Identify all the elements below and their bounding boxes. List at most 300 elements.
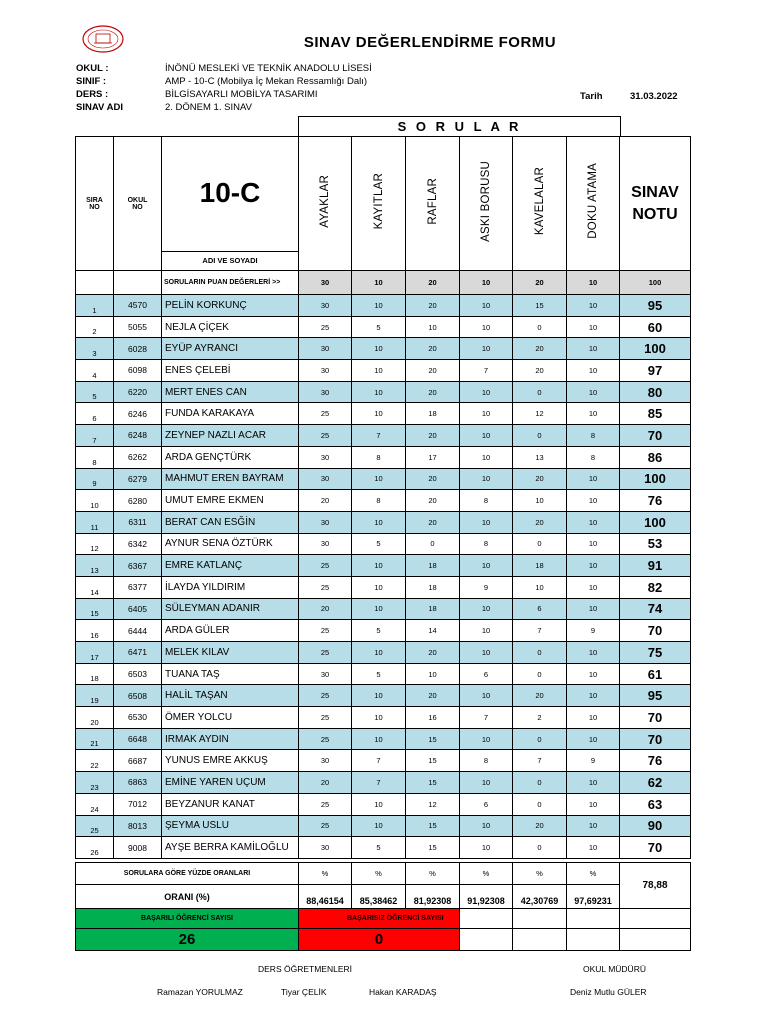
question-score: 20 xyxy=(406,360,460,382)
question-score: 30 xyxy=(299,663,352,685)
table-row xyxy=(76,316,691,338)
question-score: 8 xyxy=(460,533,513,555)
sinav-notu: 95 xyxy=(620,685,691,707)
student-name: AYŞE BERRA KAMİLOĞLU xyxy=(162,837,299,859)
student-name: UMUT EMRE EKMEN xyxy=(162,490,299,512)
question-score: 25 xyxy=(299,707,352,729)
question-score: 25 xyxy=(299,576,352,598)
sinav-notu: 70 xyxy=(620,425,691,447)
table-row xyxy=(76,707,691,729)
table-row xyxy=(76,360,691,382)
question-score: 30 xyxy=(299,511,352,533)
percent-sign: % xyxy=(513,863,567,885)
sinav-notu: 76 xyxy=(620,490,691,512)
sinav-notu: 70 xyxy=(620,728,691,750)
okul-no: 6028 xyxy=(114,338,162,360)
student-name: NEJLA ÇİÇEK xyxy=(162,316,299,338)
question-score: 30 xyxy=(299,446,352,468)
table-row xyxy=(76,338,691,360)
question-score: 17 xyxy=(406,446,460,468)
question-score: 10 xyxy=(352,295,406,317)
question-score: 30 xyxy=(299,360,352,382)
question-score: 10 xyxy=(567,815,620,837)
question-score: 15 xyxy=(406,728,460,750)
okul-no: 6687 xyxy=(114,750,162,772)
question-score: 20 xyxy=(299,772,352,794)
question-score: 10 xyxy=(567,685,620,707)
question-score: 30 xyxy=(299,837,352,859)
sira-no: 17 xyxy=(76,642,114,664)
sinav-notu: 97 xyxy=(620,360,691,382)
question-score: 10 xyxy=(352,511,406,533)
okul-label: OKUL : xyxy=(76,63,109,74)
orani-total: 78,88 xyxy=(620,863,691,909)
okul-no: 6367 xyxy=(114,555,162,577)
okul-no: 6311 xyxy=(114,511,162,533)
question-score: 7 xyxy=(513,750,567,772)
question-score: 18 xyxy=(513,555,567,577)
student-name: EYÜP AYRANCI xyxy=(162,338,299,360)
question-score: 30 xyxy=(299,533,352,555)
sira-no: 23 xyxy=(76,772,114,794)
question-score: 10 xyxy=(460,598,513,620)
table-row xyxy=(76,793,691,815)
question-score: 10 xyxy=(567,295,620,317)
sira-no: 20 xyxy=(76,707,114,729)
okul-no: 6279 xyxy=(114,468,162,490)
okul-no: 6530 xyxy=(114,707,162,729)
question-score: 10 xyxy=(567,511,620,533)
question-score: 25 xyxy=(299,620,352,642)
sira-no: 1 xyxy=(76,295,114,317)
question-score: 30 xyxy=(299,750,352,772)
question-score: 10 xyxy=(460,620,513,642)
question-score: 7 xyxy=(352,425,406,447)
question-score: 6 xyxy=(460,663,513,685)
question-score: 10 xyxy=(460,316,513,338)
sinav-notu: 100 xyxy=(620,511,691,533)
table-row xyxy=(76,620,691,642)
student-name: ÖMER YOLCU xyxy=(162,707,299,729)
question-score: 20 xyxy=(406,685,460,707)
okul-no: 6508 xyxy=(114,685,162,707)
question-score: 10 xyxy=(460,642,513,664)
question-score: 10 xyxy=(567,772,620,794)
puan-label: SORULARIN PUAN DEĞERLERİ >> xyxy=(162,271,299,295)
table-row xyxy=(76,295,691,317)
okul-no: 4570 xyxy=(114,295,162,317)
sira-no: 10 xyxy=(76,490,114,512)
question-header-6: DOKU ATAMA xyxy=(567,137,620,271)
question-score: 10 xyxy=(567,403,620,425)
question-score: 0 xyxy=(513,663,567,685)
question-score: 10 xyxy=(567,338,620,360)
question-score: 10 xyxy=(567,490,620,512)
okul-no: 6246 xyxy=(114,403,162,425)
sinav-label: SINAV ADI xyxy=(76,102,123,113)
question-score: 10 xyxy=(567,381,620,403)
question-score: 25 xyxy=(299,728,352,750)
question-score: 20 xyxy=(299,598,352,620)
okul-no: 7012 xyxy=(114,793,162,815)
sinav-notu: 85 xyxy=(620,403,691,425)
question-score: 10 xyxy=(352,598,406,620)
sira-no: 15 xyxy=(76,598,114,620)
question-header-1: AYAKLAR xyxy=(299,137,352,271)
question-header-4: ASKI BORUSU xyxy=(460,137,513,271)
tarih-value: 31.03.2022 xyxy=(630,91,678,102)
sinav-notu: 70 xyxy=(620,837,691,859)
question-score: 10 xyxy=(567,663,620,685)
question-score: 5 xyxy=(352,620,406,642)
summary-table xyxy=(75,862,691,951)
question-score: 10 xyxy=(460,446,513,468)
question-score: 0 xyxy=(513,642,567,664)
student-name: EMRE KATLANÇ xyxy=(162,555,299,577)
sira-no: 21 xyxy=(76,728,114,750)
question-score: 25 xyxy=(299,642,352,664)
ders-value: BİLGİSAYARLI MOBİLYA TASARIMI xyxy=(165,89,318,100)
question-score: 10 xyxy=(406,663,460,685)
sinav-value: 2. DÖNEM 1. SINAV xyxy=(165,102,252,113)
question-score: 15 xyxy=(406,837,460,859)
sinif-label: SINIF : xyxy=(76,76,107,87)
percent-sign: % xyxy=(460,863,513,885)
question-score: 10 xyxy=(460,728,513,750)
teacher-name: Ramazan YORULMAZ xyxy=(157,987,243,997)
table-row xyxy=(76,598,691,620)
student-name: ENES ÇELEBİ xyxy=(162,360,299,382)
student-name: SÜLEYMAN ADANIR xyxy=(162,598,299,620)
question-score: 25 xyxy=(299,403,352,425)
question-score: 0 xyxy=(513,837,567,859)
table-row xyxy=(76,555,691,577)
question-score: 9 xyxy=(567,750,620,772)
table-row xyxy=(76,642,691,664)
question-score: 10 xyxy=(352,381,406,403)
question-score: 10 xyxy=(567,360,620,382)
question-score: 15 xyxy=(513,295,567,317)
question-score: 10 xyxy=(513,576,567,598)
sinav-notu: 95 xyxy=(620,295,691,317)
name-header xyxy=(162,137,299,271)
question-score: 10 xyxy=(352,360,406,382)
table-row xyxy=(76,576,691,598)
puan-value: 20 xyxy=(513,271,567,295)
okul-no: 6262 xyxy=(114,446,162,468)
okul-no: 6863 xyxy=(114,772,162,794)
question-score: 12 xyxy=(406,793,460,815)
question-score: 0 xyxy=(513,381,567,403)
question-score: 18 xyxy=(406,598,460,620)
percent-sign: % xyxy=(406,863,460,885)
question-score: 20 xyxy=(513,468,567,490)
tarih-label: Tarih xyxy=(580,91,603,102)
question-score: 10 xyxy=(460,837,513,859)
student-name: YUNUS EMRE AKKUŞ xyxy=(162,750,299,772)
orani-value: 88,46154 xyxy=(299,885,352,909)
question-score: 20 xyxy=(406,642,460,664)
question-score: 10 xyxy=(352,576,406,598)
sinav-notu: 70 xyxy=(620,707,691,729)
sira-no: 5 xyxy=(76,381,114,403)
question-score: 8 xyxy=(352,446,406,468)
table-row xyxy=(76,685,691,707)
question-score: 20 xyxy=(406,425,460,447)
question-score: 8 xyxy=(567,425,620,447)
sira-no: 12 xyxy=(76,533,114,555)
teacher-name: Hakan KARADAŞ xyxy=(369,987,437,997)
question-score: 30 xyxy=(299,381,352,403)
sira-no: 19 xyxy=(76,685,114,707)
okul-no: 6220 xyxy=(114,381,162,403)
question-score: 30 xyxy=(299,468,352,490)
question-score: 10 xyxy=(460,685,513,707)
basarisiz-count: 0 xyxy=(299,929,460,951)
question-score: 10 xyxy=(513,490,567,512)
percent-sign: % xyxy=(352,863,406,885)
puan-value: 30 xyxy=(299,271,352,295)
okul-no: 9008 xyxy=(114,837,162,859)
sira-no: 25 xyxy=(76,815,114,837)
question-score: 10 xyxy=(460,403,513,425)
question-score: 18 xyxy=(406,555,460,577)
question-header-2: KAYITLAR xyxy=(352,137,406,271)
student-name: IRMAK AYDIN xyxy=(162,728,299,750)
question-score: 20 xyxy=(299,490,352,512)
sira-no: 18 xyxy=(76,663,114,685)
question-score: 10 xyxy=(567,555,620,577)
orani-value: 85,38462 xyxy=(352,885,406,909)
sira-no: 7 xyxy=(76,425,114,447)
question-score: 0 xyxy=(513,772,567,794)
student-name: AYNUR SENA ÖZTÜRK xyxy=(162,533,299,555)
student-name: HALİL TAŞAN xyxy=(162,685,299,707)
table-row xyxy=(76,425,691,447)
percent-sign: % xyxy=(567,863,620,885)
question-score: 5 xyxy=(352,663,406,685)
form-title: SINAV DEĞERLENDİRME FORMU xyxy=(303,34,557,51)
question-score: 25 xyxy=(299,316,352,338)
question-score: 10 xyxy=(352,815,406,837)
sira-no-header: SIRA NO xyxy=(76,137,114,271)
table-row xyxy=(76,815,691,837)
student-name: ZEYNEP NAZLI ACAR xyxy=(162,425,299,447)
sorular-header: S O R U L A R xyxy=(298,116,621,137)
question-score: 10 xyxy=(567,642,620,664)
question-score: 25 xyxy=(299,425,352,447)
question-score: 20 xyxy=(406,468,460,490)
okul-no: 6280 xyxy=(114,490,162,512)
question-score: 10 xyxy=(567,707,620,729)
question-score: 0 xyxy=(513,425,567,447)
question-score: 6 xyxy=(460,793,513,815)
question-score: 30 xyxy=(299,295,352,317)
sira-no: 6 xyxy=(76,403,114,425)
question-score: 8 xyxy=(460,490,513,512)
question-score: 10 xyxy=(352,707,406,729)
question-score: 15 xyxy=(406,815,460,837)
sinif-value: AMP - 10-C (Mobilya İç Mekan Ressamlığı Dalı) xyxy=(165,76,368,87)
table-row xyxy=(76,381,691,403)
question-score: 10 xyxy=(460,511,513,533)
okul-value: İNÖNÜ MESLEKİ VE TEKNİK ANADOLU LİSESİ xyxy=(165,63,372,74)
question-score: 15 xyxy=(406,750,460,772)
question-score: 10 xyxy=(460,555,513,577)
question-score: 10 xyxy=(352,468,406,490)
sinav-notu: 76 xyxy=(620,750,691,772)
student-name: BERAT CAN ESĞİN xyxy=(162,511,299,533)
question-score: 10 xyxy=(567,598,620,620)
table-row xyxy=(76,837,691,859)
basarili-label: BAŞARILI ÖĞRENCİ SAYISI xyxy=(76,909,299,929)
question-score: 5 xyxy=(352,533,406,555)
student-name: MELEK KILAV xyxy=(162,642,299,664)
question-score: 20 xyxy=(513,338,567,360)
question-score: 10 xyxy=(406,316,460,338)
question-score: 10 xyxy=(567,316,620,338)
question-score: 16 xyxy=(406,707,460,729)
principal-name: Deniz Mutlu GÜLER xyxy=(570,987,647,997)
sinav-notu: 70 xyxy=(620,620,691,642)
question-score: 7 xyxy=(460,360,513,382)
sira-no: 16 xyxy=(76,620,114,642)
orani-value: 81,92308 xyxy=(406,885,460,909)
question-score: 10 xyxy=(352,685,406,707)
okul-no-header: OKUL NO xyxy=(114,137,162,271)
question-score: 8 xyxy=(352,490,406,512)
question-score: 8 xyxy=(460,750,513,772)
sinav-notu: 91 xyxy=(620,555,691,577)
sinav-notu-header: SINAV NOTU xyxy=(620,137,691,271)
question-header-3: RAFLAR xyxy=(406,137,460,271)
question-score: 14 xyxy=(406,620,460,642)
question-score: 10 xyxy=(352,793,406,815)
sira-no: 2 xyxy=(76,316,114,338)
student-name: FUNDA KARAKAYA xyxy=(162,403,299,425)
question-score: 20 xyxy=(406,338,460,360)
okul-no: 6248 xyxy=(114,425,162,447)
adi-soyadi-label: ADI VE SOYADI xyxy=(162,251,298,270)
question-header-5: KAVELALAR xyxy=(513,137,567,271)
question-score: 10 xyxy=(567,728,620,750)
question-score: 20 xyxy=(406,511,460,533)
question-score: 5 xyxy=(352,837,406,859)
basarili-count: 26 xyxy=(76,929,299,951)
okul-no: 6503 xyxy=(114,663,162,685)
question-score: 25 xyxy=(299,555,352,577)
student-name: MAHMUT EREN BAYRAM xyxy=(162,468,299,490)
sinav-notu: 62 xyxy=(620,772,691,794)
okul-no: 6471 xyxy=(114,642,162,664)
question-score: 12 xyxy=(513,403,567,425)
question-score: 25 xyxy=(299,793,352,815)
sira-no: 26 xyxy=(76,837,114,859)
sinav-notu: 53 xyxy=(620,533,691,555)
teacher-name: Tiyar ÇELİK xyxy=(281,987,327,997)
question-score: 10 xyxy=(567,468,620,490)
sira-no: 9 xyxy=(76,468,114,490)
orani-value: 91,92308 xyxy=(460,885,513,909)
question-score: 0 xyxy=(406,533,460,555)
sira-no: 3 xyxy=(76,338,114,360)
sinav-notu: 100 xyxy=(620,338,691,360)
ders-ogretmenleri-label: DERS ÖĞRETMENLERİ xyxy=(258,964,352,974)
question-score: 10 xyxy=(460,338,513,360)
table-row xyxy=(76,772,691,794)
sinav-notu: 80 xyxy=(620,381,691,403)
table-row xyxy=(76,403,691,425)
table-row xyxy=(76,728,691,750)
student-name: ARDA GÜLER xyxy=(162,620,299,642)
okul-no: 6342 xyxy=(114,533,162,555)
table-row xyxy=(76,468,691,490)
ders-label: DERS : xyxy=(76,89,109,100)
sinav-notu: 75 xyxy=(620,642,691,664)
question-score: 10 xyxy=(352,403,406,425)
question-score: 5 xyxy=(352,316,406,338)
question-score: 30 xyxy=(299,338,352,360)
puan-value: 10 xyxy=(352,271,406,295)
orani-value: 42,30769 xyxy=(513,885,567,909)
question-score: 10 xyxy=(460,425,513,447)
okul-no: 8013 xyxy=(114,815,162,837)
sinav-notu: 63 xyxy=(620,793,691,815)
sinav-notu: 61 xyxy=(620,663,691,685)
question-score: 9 xyxy=(460,576,513,598)
student-name: TUANA TAŞ xyxy=(162,663,299,685)
sira-no: 13 xyxy=(76,555,114,577)
puan-value: 10 xyxy=(567,271,620,295)
question-score: 10 xyxy=(460,295,513,317)
student-name: İLAYDA YILDIRIM xyxy=(162,576,299,598)
table-row xyxy=(76,533,691,555)
question-score: 18 xyxy=(406,576,460,598)
sira-no: 22 xyxy=(76,750,114,772)
question-score: 10 xyxy=(567,533,620,555)
question-score: 25 xyxy=(299,815,352,837)
question-score: 0 xyxy=(513,793,567,815)
question-score: 10 xyxy=(460,772,513,794)
puan-total: 100 xyxy=(620,271,691,295)
question-score: 0 xyxy=(513,728,567,750)
question-score: 10 xyxy=(460,815,513,837)
question-score: 8 xyxy=(567,446,620,468)
yuzde-label: SORULARA GÖRE YÜZDE ORANLARI xyxy=(76,863,299,885)
student-name: ŞEYMA USLU xyxy=(162,815,299,837)
student-name: MERT ENES CAN xyxy=(162,381,299,403)
okul-no: 6098 xyxy=(114,360,162,382)
question-score: 18 xyxy=(406,403,460,425)
class-name: 10-C xyxy=(199,177,261,208)
puan-value: 10 xyxy=(460,271,513,295)
question-score: 6 xyxy=(513,598,567,620)
table-row xyxy=(76,663,691,685)
question-score: 7 xyxy=(352,750,406,772)
okul-no: 6648 xyxy=(114,728,162,750)
basarisiz-label: BAŞARISIZ ÖĞRENCİ SAYISI xyxy=(299,909,460,929)
sinav-notu: 100 xyxy=(620,468,691,490)
sinav-notu: 82 xyxy=(620,576,691,598)
sinav-notu: 60 xyxy=(620,316,691,338)
question-score: 10 xyxy=(460,468,513,490)
school-logo xyxy=(80,24,126,54)
question-score: 7 xyxy=(460,707,513,729)
sira-no: 24 xyxy=(76,793,114,815)
student-name: PELİN KORKUNÇ xyxy=(162,295,299,317)
sira-no: 4 xyxy=(76,360,114,382)
question-score: 10 xyxy=(352,642,406,664)
